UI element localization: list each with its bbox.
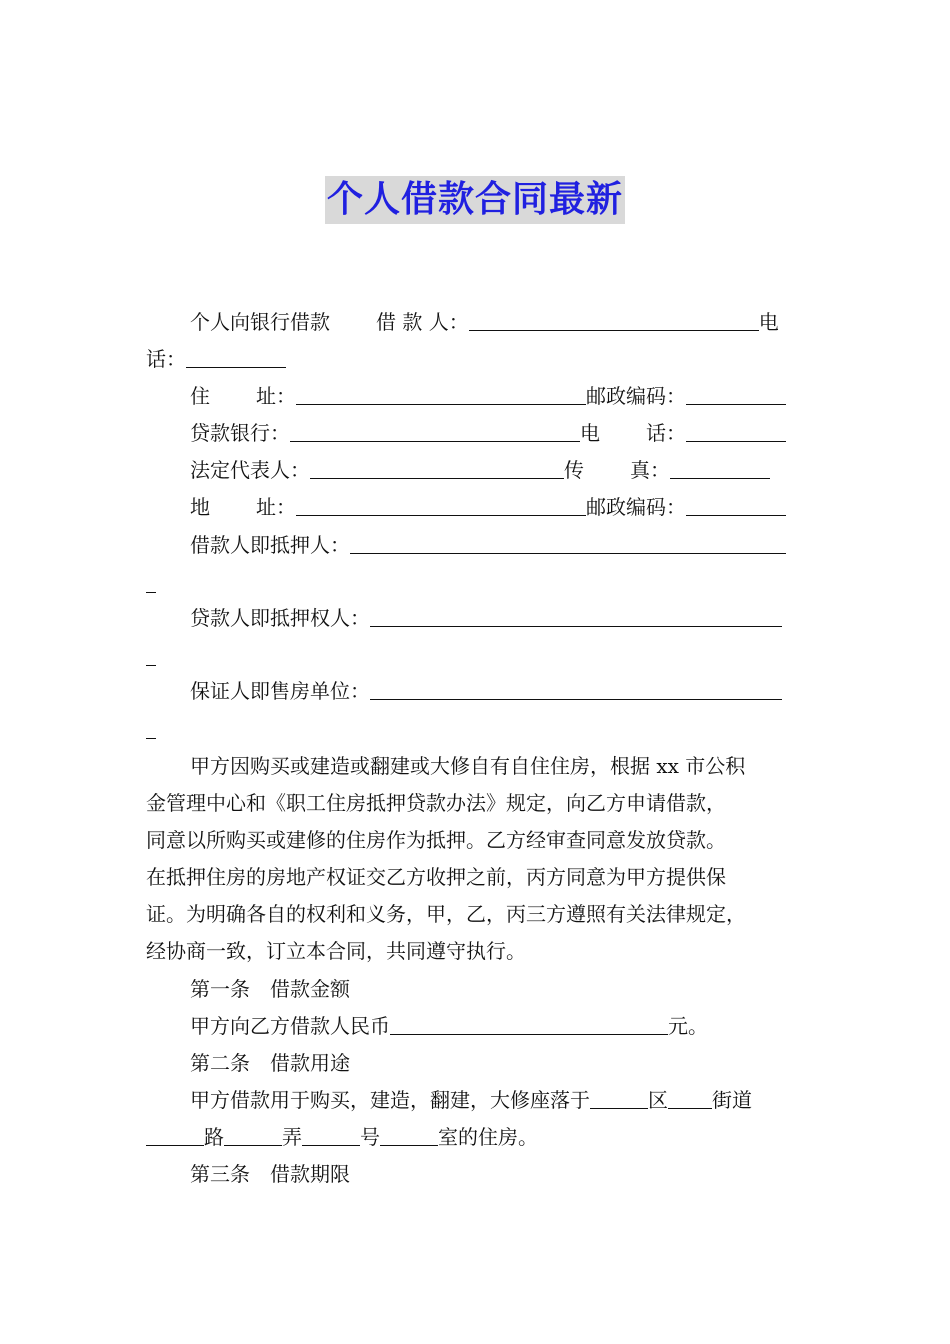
phone2-label-2: 话： bbox=[646, 421, 686, 445]
article2-l1-c: 街道 bbox=[712, 1088, 752, 1112]
address-label-1: 住 bbox=[190, 384, 210, 408]
para1-line-5: 证。为明确各自的权利和义务，甲，乙，丙三方遵照有关法律规定， bbox=[146, 902, 746, 926]
article2-l2-d: 室的住房。 bbox=[438, 1125, 538, 1149]
article2-l1-b: 区 bbox=[648, 1088, 668, 1112]
lender-bank-label: 贷款银行： bbox=[190, 421, 290, 445]
para1-line-6: 经协商一致，订立本合同，共同遵守执行。 bbox=[146, 939, 526, 963]
borrower-line bbox=[190, 308, 818, 336]
address-label-2: 址： bbox=[256, 384, 296, 408]
mortgagee-continuation bbox=[146, 665, 156, 666]
article2-line-1 bbox=[190, 1086, 818, 1114]
document-title: 个人借款合同最新 bbox=[325, 176, 625, 224]
para1-line-3: 同意以所购买或建修的住房作为抵押。乙方经审查同意发放贷款。 bbox=[146, 828, 726, 852]
para1-line-2: 金管理中心和《职工住房抵押贷款办法》规定，向乙方申请借款， bbox=[146, 791, 726, 815]
mortgagor-label: 借款人即抵押人： bbox=[190, 533, 350, 557]
mortgagor-blank bbox=[350, 531, 786, 554]
postcode-label: 邮政编码： bbox=[586, 384, 686, 408]
article2-line-2 bbox=[146, 1123, 818, 1151]
mortgagor-line bbox=[190, 531, 818, 559]
article2-l2-a: 路 bbox=[204, 1125, 224, 1149]
phone2-blank bbox=[686, 419, 786, 442]
phone-blank bbox=[186, 345, 286, 368]
article1-text-a: 甲方向乙方借款人民币 bbox=[190, 1014, 390, 1038]
postcode2-label: 邮政编码： bbox=[586, 495, 686, 519]
lender-bank-blank bbox=[290, 419, 580, 442]
borrower-label: 借 款 人： bbox=[376, 310, 469, 334]
legal-rep-label: 法定代表人： bbox=[190, 458, 310, 482]
phone2-label-1: 电 bbox=[580, 421, 600, 445]
address-blank bbox=[296, 382, 586, 405]
district-blank bbox=[590, 1086, 648, 1109]
address-line bbox=[190, 382, 818, 410]
street-blank bbox=[668, 1086, 712, 1109]
article3-title: 第三条 借款期限 bbox=[190, 1162, 350, 1186]
postcode2-blank bbox=[686, 493, 786, 516]
mortgagee-blank bbox=[370, 604, 782, 627]
borrower-blank bbox=[469, 308, 759, 331]
article1-title: 第一条 借款金额 bbox=[190, 977, 350, 1001]
address2-label-2: 址： bbox=[256, 495, 296, 519]
para1-line-4: 在抵押住房的房地产权证交乙方收押之前，丙方同意为甲方提供保 bbox=[146, 865, 726, 889]
intro-text: 个人向银行借款 bbox=[190, 310, 330, 334]
address2-label-1: 地 bbox=[190, 495, 210, 519]
number-blank bbox=[302, 1123, 360, 1146]
phone-label-end: 话： bbox=[146, 347, 186, 371]
fax-blank bbox=[670, 456, 770, 479]
lane-blank bbox=[224, 1123, 282, 1146]
legal-rep-line bbox=[190, 456, 818, 484]
fax-label-2: 真： bbox=[630, 458, 670, 482]
article2-l1-a: 甲方借款用于购买，建造，翻建，大修座落于 bbox=[190, 1088, 590, 1112]
article1-text bbox=[190, 1012, 818, 1040]
legal-rep-blank bbox=[310, 456, 564, 479]
address2-blank bbox=[296, 493, 586, 516]
guarantor-blank bbox=[370, 677, 782, 700]
lender-bank-line bbox=[190, 419, 818, 447]
mortgagee-label: 贷款人即抵押权人： bbox=[190, 606, 370, 630]
phone-label-start: 电 bbox=[758, 310, 779, 334]
mortgagee-line bbox=[190, 604, 818, 632]
title-container bbox=[0, 176, 950, 224]
para1-line-1: 甲方因购买或建造或翻建或大修自有自住住房，根据 xx 市公积 bbox=[190, 754, 746, 778]
mortgagor-continuation bbox=[146, 592, 156, 593]
phone-line bbox=[146, 345, 818, 373]
guarantor-line bbox=[190, 677, 818, 705]
amount-blank bbox=[390, 1012, 668, 1035]
article2-l2-b: 弄 bbox=[282, 1125, 302, 1149]
article2-l2-c: 号 bbox=[360, 1125, 380, 1149]
guarantor-continuation bbox=[146, 738, 156, 739]
road-blank bbox=[146, 1123, 204, 1146]
guarantor-label: 保证人即售房单位： bbox=[190, 679, 370, 703]
article1-text-b: 元。 bbox=[668, 1014, 708, 1038]
address2-line bbox=[190, 493, 818, 521]
room-blank bbox=[380, 1123, 438, 1146]
fax-label-1: 传 bbox=[564, 458, 584, 482]
article2-title: 第二条 借款用途 bbox=[190, 1051, 350, 1075]
postcode-blank bbox=[686, 382, 786, 405]
